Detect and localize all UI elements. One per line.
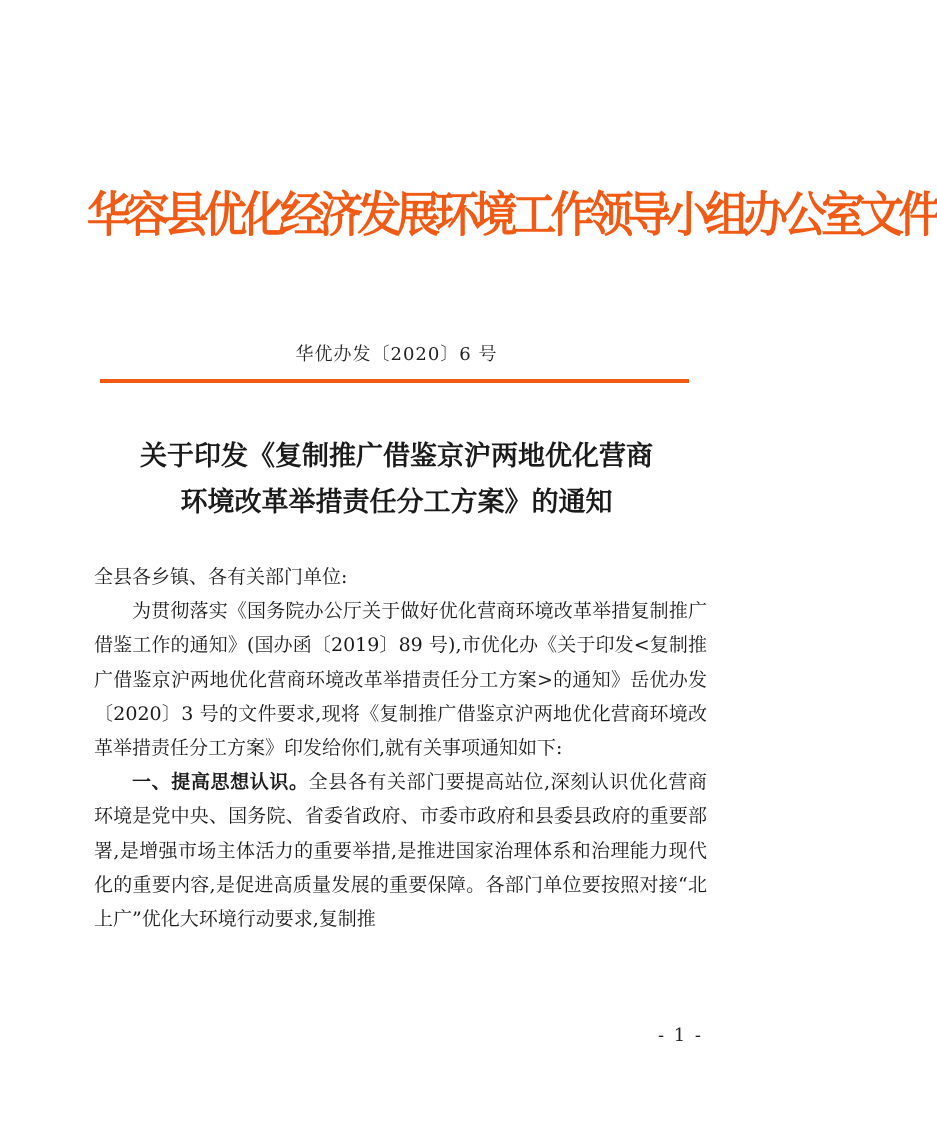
document-number: 华优办发〔2020〕6 号 <box>295 344 498 365</box>
page-number: - 1 - <box>657 1025 703 1046</box>
section-1-text: 全县各有关部门要提高站位,深刻认识优化营商环境是党中央、国务院、省委省政府、市委市政府和县委县政府的重要部署,是增强市场主体活力的重要举措,是推进国家治理体系和治理能力现代化的重要内容,是促进高质量发展的重要保障。各部门单位要按照对接“北上广”优化大环境行动要求,复制推 <box>94 771 707 931</box>
paragraph-intro: 为贯彻落实《国务院办公厅关于做好优化营商环境改革举措复制推广借鉴工作的通知》(国办函〔2019〕89 号),市优化办《关于印发<复制推广借鉴京沪两地优化营商环境改革举措责任分工方案>的通知》岳优办发〔2020〕3 号的文件要求,现将《复制推广借鉴京沪两地优化营商环境改革举措责任分工方案》印发给你们,就有关事项通知如下: <box>94 600 707 760</box>
salutation: 全县各乡镇、各有关部门单位: <box>94 566 348 588</box>
issuer-header: 华容县优化经济发展环境工作领导小组办公室文件 <box>86 187 937 243</box>
document-body <box>94 560 707 936</box>
header-divider <box>100 379 689 383</box>
document-title <box>70 434 723 526</box>
title-line-2: 环境改革举措责任分工方案》的通知 <box>180 487 613 518</box>
title-line-1: 关于印发《复制推广借鉴京沪两地优化营商 <box>140 441 653 472</box>
paragraph-section-1 <box>94 765 707 936</box>
section-1-heading: 一、提高思想认识。 <box>132 771 309 794</box>
